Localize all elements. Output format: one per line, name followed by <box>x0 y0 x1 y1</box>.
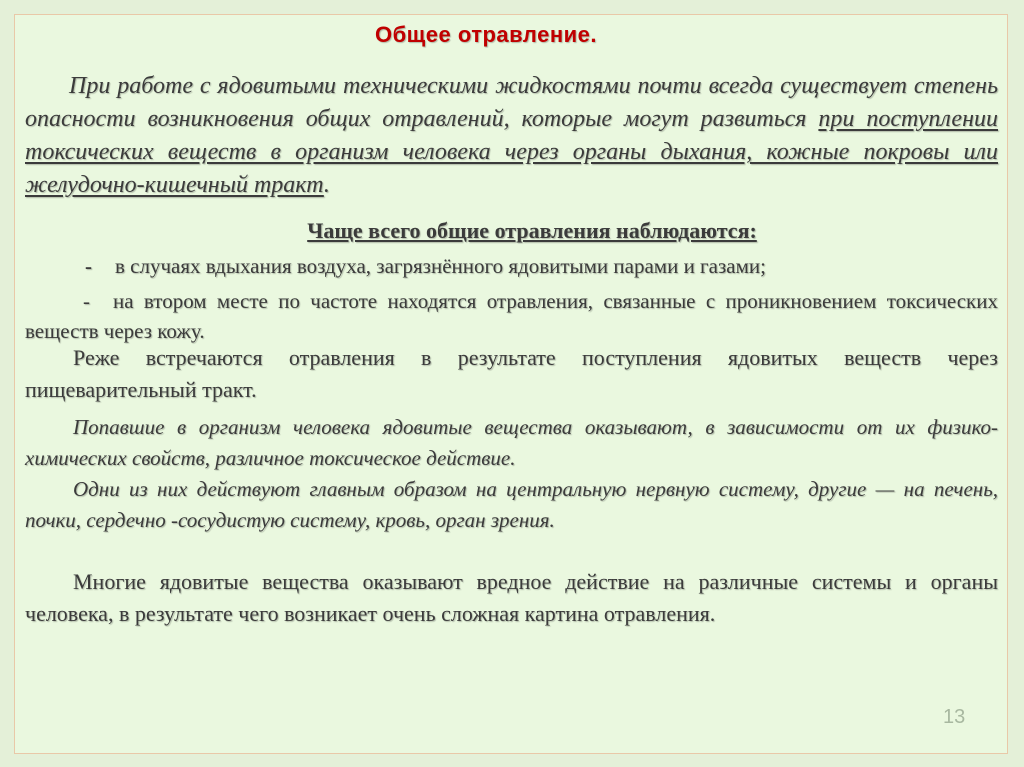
rare-paragraph: Реже встречаются отравления в результате поступления ядовитых веществ через пищеварительный тракт. <box>25 345 998 402</box>
page-number: 13 <box>943 706 966 728</box>
subheading: Чаще всего общие отравления наблюдаются: <box>307 218 757 243</box>
last-paragraph: Многие ядовитые вещества оказывают вредное действие на различные системы и органы человека, в результате чего возникает очень сложная картина отравления. <box>25 569 998 626</box>
bullet-text: в случаях вдыхания воздуха, загрязнённого ядовитыми парами и газами; <box>115 254 766 278</box>
intro-text: При работе с ядовитыми техническими жидкостями почти всегда существует степень опасности возникновения общих отравлений, которые могут развиться <box>25 73 998 132</box>
bullet-text: на втором месте по частоте находятся отравления, связанные с проникновением токсических веществ через кожу. <box>25 289 998 343</box>
intro-underlined-text: при поступлении токсических веществ в организм человека через органы дыхания, кожные покровы или желудочно-кишечный тракт <box>25 106 998 198</box>
intro-period: . <box>323 172 330 198</box>
italic-paragraph-2: Одни из них действуют главным образом на центральную нервную систему, другие — на печень, почки, сердечно -сосудистую систему, кровь, орган зрения. <box>25 477 998 532</box>
italic-paragraph-1: Попавшие в организм человека ядовитые вещества оказывают, в зависимости от их физико-химических свойств, различное токсическое действие. <box>25 415 998 470</box>
slide-title: Общее отравление. <box>374 22 597 47</box>
bullet-dash: - <box>85 254 92 278</box>
bullet-dash: - <box>83 289 90 313</box>
intro-paragraph <box>25 70 998 202</box>
list-item <box>25 286 998 346</box>
list-item <box>25 249 998 284</box>
bullet-list <box>25 249 998 346</box>
